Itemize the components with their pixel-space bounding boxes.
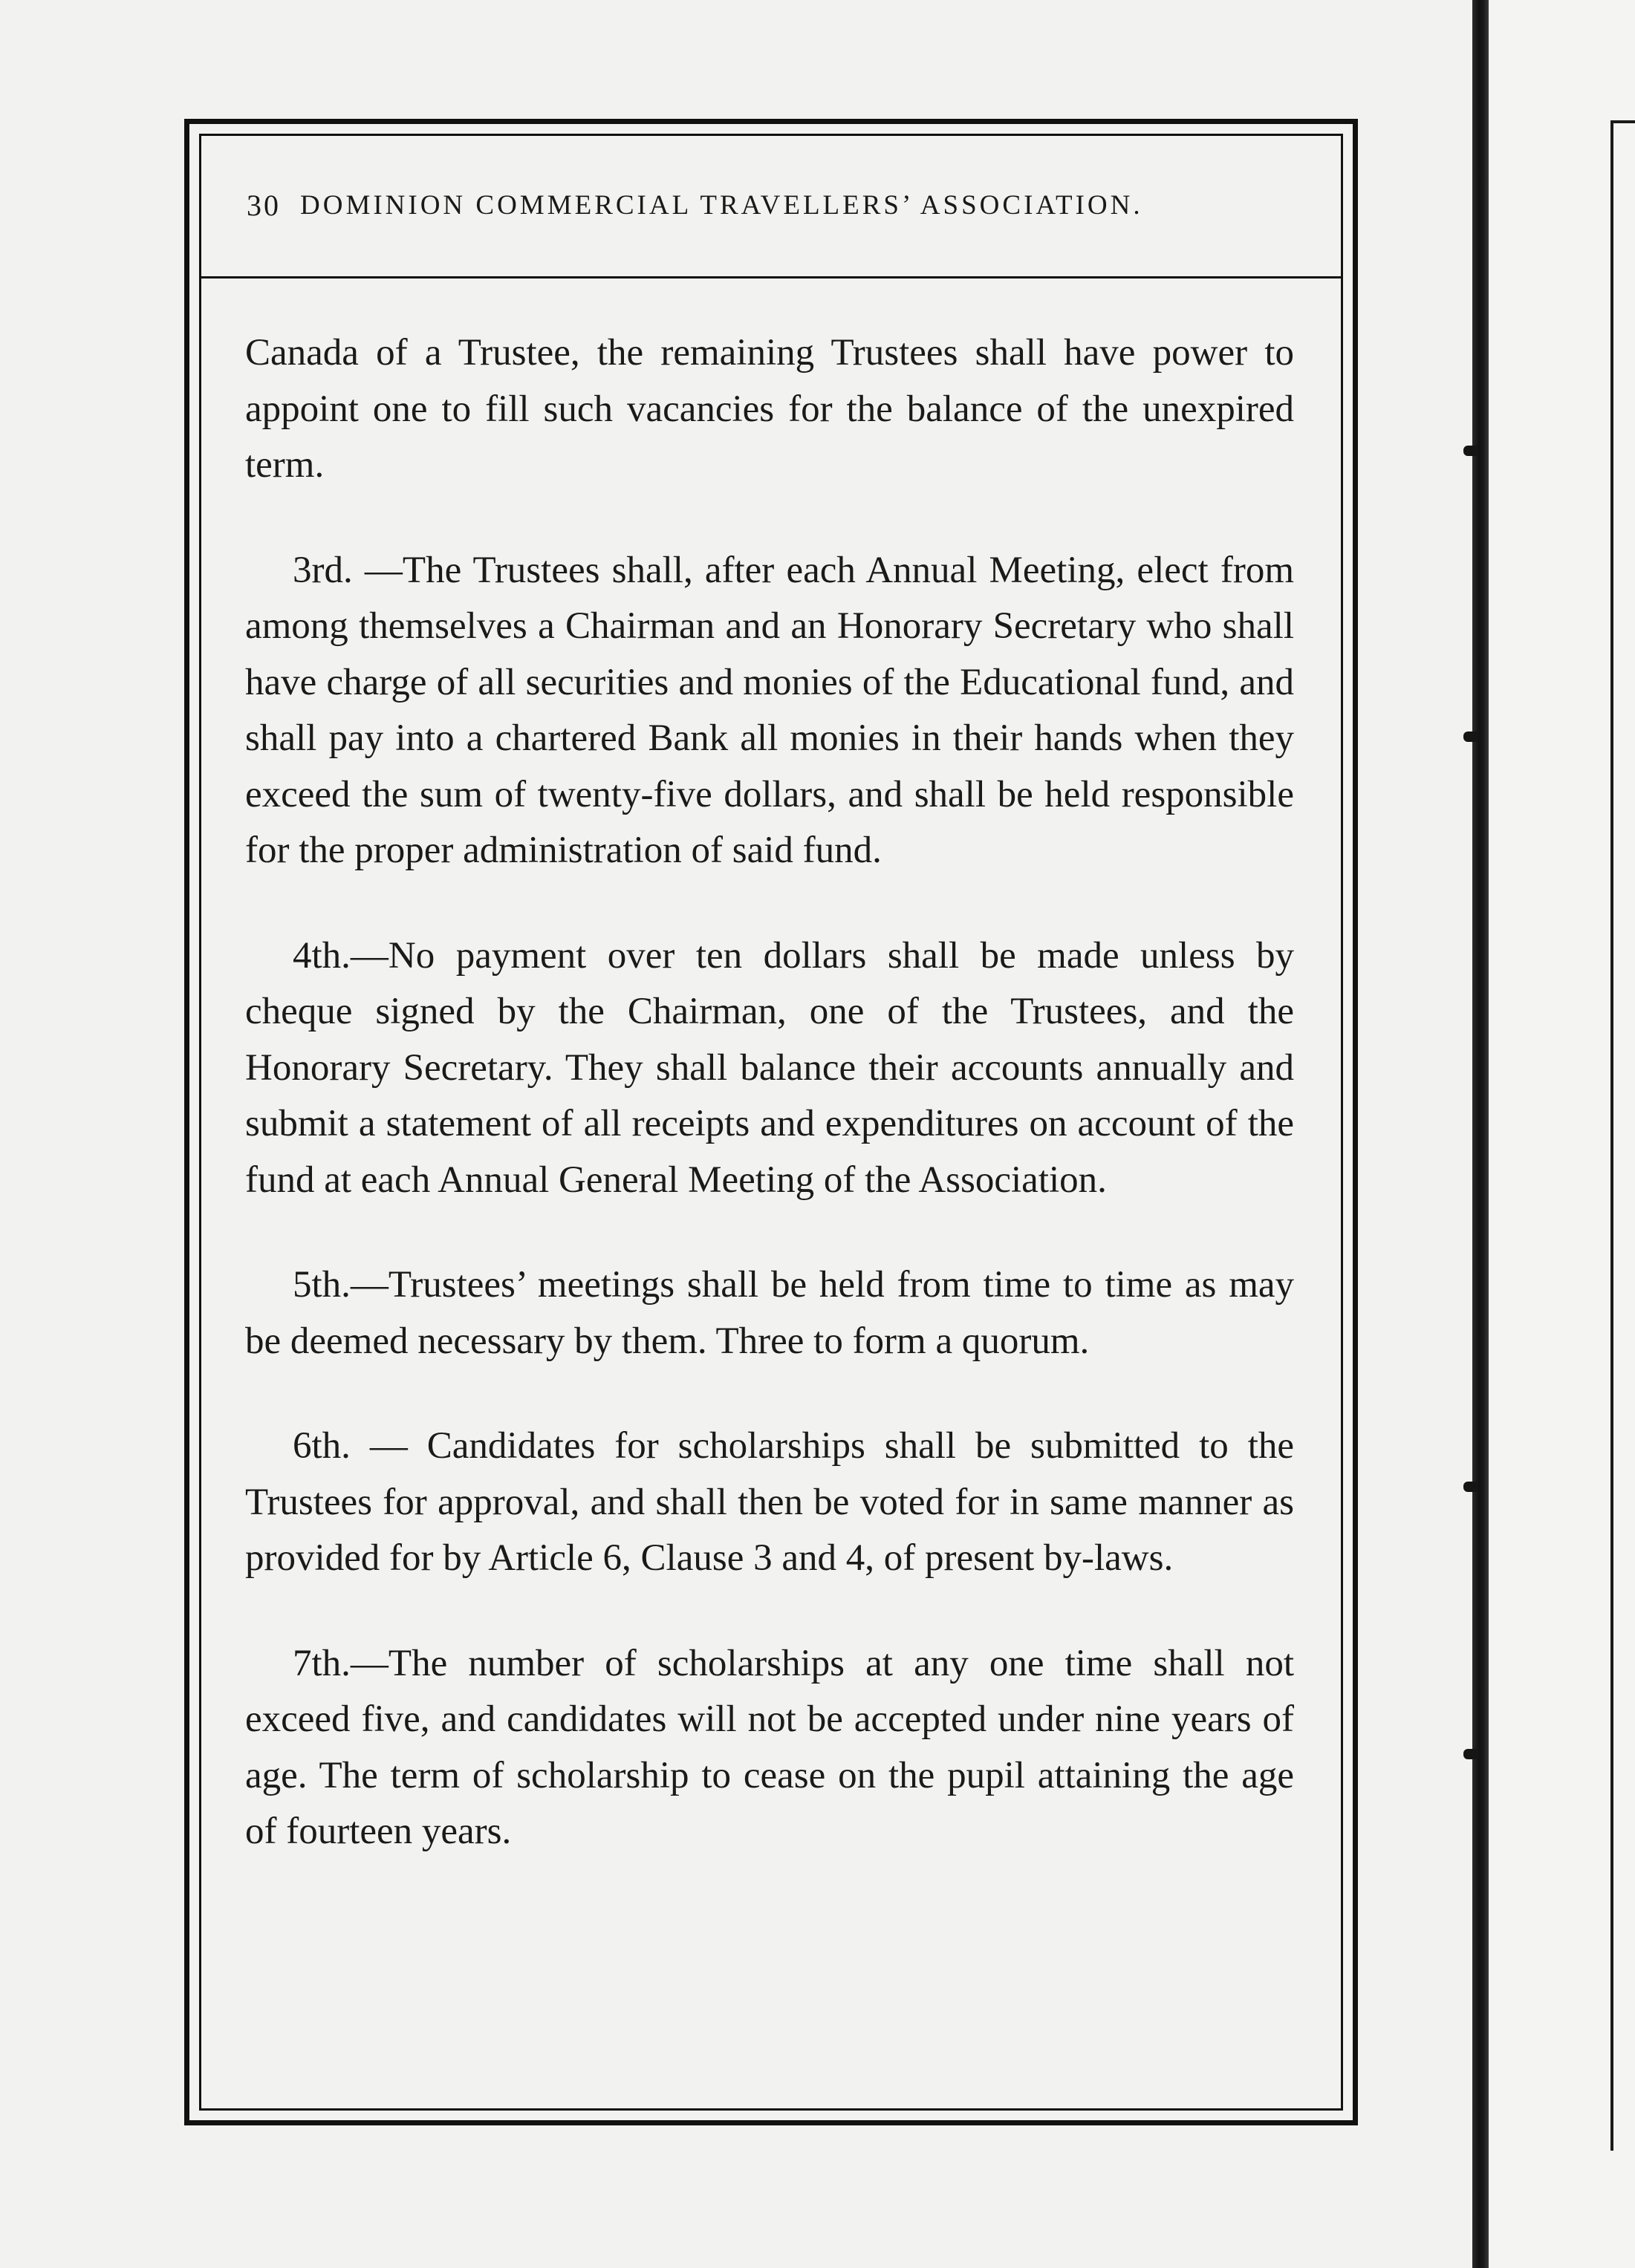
binding-mark [1463, 731, 1478, 742]
paragraph-clause-3rd: 3rd. —The Trustees shall, after each Annual Meeting, elect from among themselves a Chairman and an Honorary Secretary who shall have charge of all securities and monies of the Educational fund, and shall pay into a chartered Bank all monies in their hands when they exceed the sum of twenty-five dollars, and shall be held responsible for the proper administration of said fund. [245, 549, 1294, 871]
paragraph-clause-4th: 4th.—No payment over ten dollars shall be made unless by cheque signed by the Chairman, one of the Trustees, and the Honorary Secretary. They shall balance their accounts annually and submit a statement of all receipts and expenditures on account of the fund at each Annual General Meeting of the Association. [245, 934, 1294, 1201]
body-text [245, 325, 1294, 1860]
paragraph-clause-5th: 5th.—Trustees’ meetings shall be held from time to time as may be deemed necessary by them. Three to form a quorum. [245, 1264, 1294, 1362]
binding-mark [1463, 1482, 1478, 1492]
running-header [223, 175, 1319, 235]
running-title: DOMINION COMMERCIAL TRAVELLERS’ ASSOCIATION. [300, 189, 1143, 221]
paragraph-continuation: Canada of a Trustee, the remaining Trustees shall have power to appoint one to fill such vacancies for the balance of the unexpired term. [245, 332, 1294, 486]
paragraph-clause-7th: 7th.—The number of scholarships at any one time shall not exceed five, and candidates will not be accepted under nine years of age. The term of scholarship to cease on the pupil attaining the age of fourteen years. [245, 1642, 1294, 1852]
binding-mark [1463, 1749, 1478, 1759]
book-binding [1472, 0, 1489, 2268]
adjacent-page-frame [1610, 120, 1635, 2151]
page-number: 30 [247, 188, 281, 222]
paragraph-clause-6th: 6th. — Candidates for scholarships shall be submitted to the Trustees for approval, and shall then be voted for in same manner as provided for by Article 6, Clause 3 and 4, of present by-laws. [245, 1425, 1294, 1579]
binding-mark [1463, 446, 1478, 456]
header-rule [201, 276, 1341, 278]
